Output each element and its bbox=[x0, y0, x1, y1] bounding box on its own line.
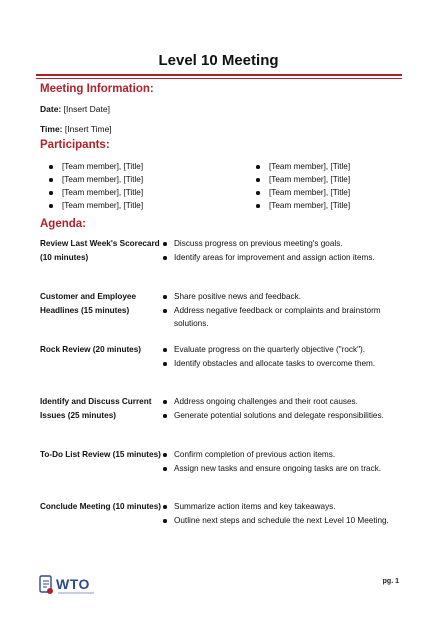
time-value: [Insert Time] bbox=[64, 124, 112, 134]
document-icon bbox=[38, 575, 54, 595]
participant-item: [Team member], [Title] bbox=[48, 199, 143, 212]
date-line bbox=[40, 104, 110, 114]
agenda-item-label: Review Last Week's Scorecard (10 minutes) bbox=[40, 239, 160, 262]
agenda-point: Generate potential solutions and delegate responsibilities. bbox=[162, 409, 402, 422]
time-line bbox=[40, 124, 112, 134]
participants-left-list bbox=[48, 160, 143, 212]
participant-item: [Team member], [Title] bbox=[255, 160, 350, 173]
agenda-points bbox=[162, 500, 402, 528]
agenda-point: Address negative feedback or complaints and brainstorm solutions. bbox=[162, 304, 402, 330]
agenda-point: Share positive news and feedback. bbox=[162, 290, 402, 303]
page-number: pg. 1 bbox=[382, 578, 399, 585]
agenda-point: Address ongoing challenges and their root causes. bbox=[162, 395, 402, 408]
agenda-item-label: To-Do List Review (15 minutes) bbox=[40, 450, 161, 459]
wto-logo bbox=[38, 575, 98, 597]
time-label: Time: bbox=[40, 124, 63, 134]
agenda-points bbox=[162, 448, 402, 476]
participant-item: [Team member], [Title] bbox=[48, 173, 143, 186]
agenda-points bbox=[162, 343, 402, 371]
agenda-point: Identify obstacles and allocate tasks to overcome them. bbox=[162, 357, 402, 370]
participant-item: [Team member], [Title] bbox=[255, 173, 350, 186]
agenda-heading: Agenda: bbox=[40, 218, 86, 230]
agenda-point: Discuss progress on previous meeting's goals. bbox=[162, 237, 402, 250]
participant-item: [Team member], [Title] bbox=[48, 186, 143, 199]
agenda-item-label: Conclude Meeting (10 minutes) bbox=[40, 502, 162, 511]
participant-item: [Team member], [Title] bbox=[255, 186, 350, 199]
agenda-points bbox=[162, 290, 402, 331]
meeting-info-heading: Meeting Information: bbox=[40, 83, 154, 95]
participant-item: [Team member], [Title] bbox=[255, 199, 350, 212]
participants-heading: Participants: bbox=[40, 139, 110, 151]
agenda-item-label: Customer and Employee Headlines (15 minutes) bbox=[40, 292, 136, 315]
date-value: [Insert Date] bbox=[63, 104, 110, 114]
logo-tagline bbox=[58, 592, 94, 594]
logo-text: WTO bbox=[56, 576, 90, 592]
participants-right-list bbox=[255, 160, 350, 212]
participant-item: [Team member], [Title] bbox=[48, 160, 143, 173]
agenda-item-label: Identify and Discuss Current Issues (25 minutes) bbox=[40, 397, 152, 420]
agenda-point: Evaluate progress on the quarterly objective ("rock"). bbox=[162, 343, 402, 356]
agenda-point: Outline next steps and schedule the next Level 10 Meeting. bbox=[162, 514, 402, 527]
agenda-point: Identify areas for improvement and assign action items. bbox=[162, 251, 402, 264]
title-rule bbox=[36, 74, 402, 76]
agenda-points bbox=[162, 395, 402, 423]
document-title: Level 10 Meeting bbox=[158, 52, 279, 69]
agenda-point: Confirm completion of previous action items. bbox=[162, 448, 402, 461]
agenda-points bbox=[162, 237, 402, 265]
date-label: Date: bbox=[40, 104, 62, 114]
agenda-point: Assign new tasks and ensure ongoing tasks are on track. bbox=[162, 462, 402, 475]
agenda-item-label: Rock Review (20 minutes) bbox=[40, 345, 142, 354]
title-rule-thin bbox=[36, 78, 402, 79]
agenda-point: Summarize action items and key takeaways. bbox=[162, 500, 402, 513]
